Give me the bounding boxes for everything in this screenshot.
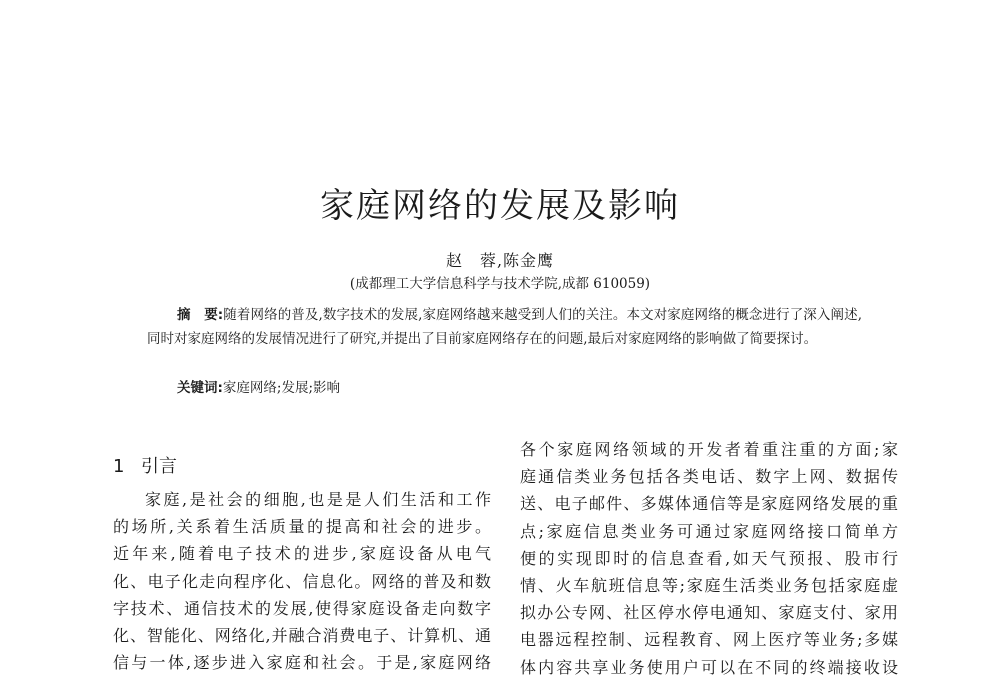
abstract-text: 随着网络的普及,数字技术的发展,家庭网络越来越受到人们的关注。本文对家庭网络的概念进行了深入阐述,同时对家庭网络的发展情况进行了研究,并提出了目前家庭网络存在的问题,最后对家庭网络的影响做了简要探讨。: [147, 307, 862, 347]
body-line: 信与一体,逐步进入家庭和社会。于是,家庭网络: [113, 653, 491, 673]
abstract: [147, 303, 862, 351]
body-line: 各个家庭网络领域的开发者着重注重的方面;家: [520, 440, 898, 459]
body-line: 化、智能化、网络化,并融合消费电子、计算机、通: [113, 626, 491, 646]
body-line: 近年来,随着电子技术的进步,家庭设备从电气: [113, 544, 491, 564]
body-line: 拟办公专网、社区停水停电通知、家庭支付、家用: [520, 603, 898, 623]
body-line: 情、火车航班信息等;家庭生活类业务包括家庭虚: [520, 576, 898, 596]
right-column-body: [520, 436, 898, 681]
body-line: 便的实现即时的信息查看,如天气预报、股市行: [520, 548, 898, 568]
keywords-text: 家庭网络;发展;影响: [222, 380, 341, 396]
paper-authors: 赵 蓉,陈金鹰: [445, 251, 555, 270]
body-line: 化、电子化走向程序化、信息化。网络的普及和数: [113, 571, 491, 591]
keywords: [177, 376, 340, 400]
body-line: 体内容共享业务使用户可以在不同的终端接收设: [520, 657, 898, 677]
body-line: 点;家庭信息类业务可通过家庭网络接口简单方: [520, 521, 898, 541]
body-line: 送、电子邮件、多媒体通信等是家庭网络发展的重: [520, 494, 898, 514]
body-line: 字技术、通信技术的发展,使得家庭设备走向数字: [113, 598, 491, 618]
keywords-label: 关键词:: [177, 380, 223, 396]
section-heading-introduction: [113, 452, 177, 478]
paper-title: 家庭网络的发展及影响: [320, 186, 680, 226]
body-line: 家庭,是社会的细胞,也是是人们生活和工作: [145, 490, 491, 509]
abstract-label: 摘 要:: [177, 307, 224, 323]
paper-affiliation: (成都理工大学信息科学与技术学院,成都 610059): [349, 276, 651, 292]
body-line: 的场所,关系着生活质量的提高和社会的进步。: [113, 517, 491, 537]
section-title: 引言: [141, 456, 177, 477]
body-line: 庭通信类业务包括各类电话、数字上网、数据传: [520, 467, 898, 487]
left-column-body: [113, 486, 491, 676]
section-number: 1: [113, 456, 125, 477]
body-line: 电器远程控制、远程教育、网上医疗等业务;多媒: [520, 630, 898, 650]
